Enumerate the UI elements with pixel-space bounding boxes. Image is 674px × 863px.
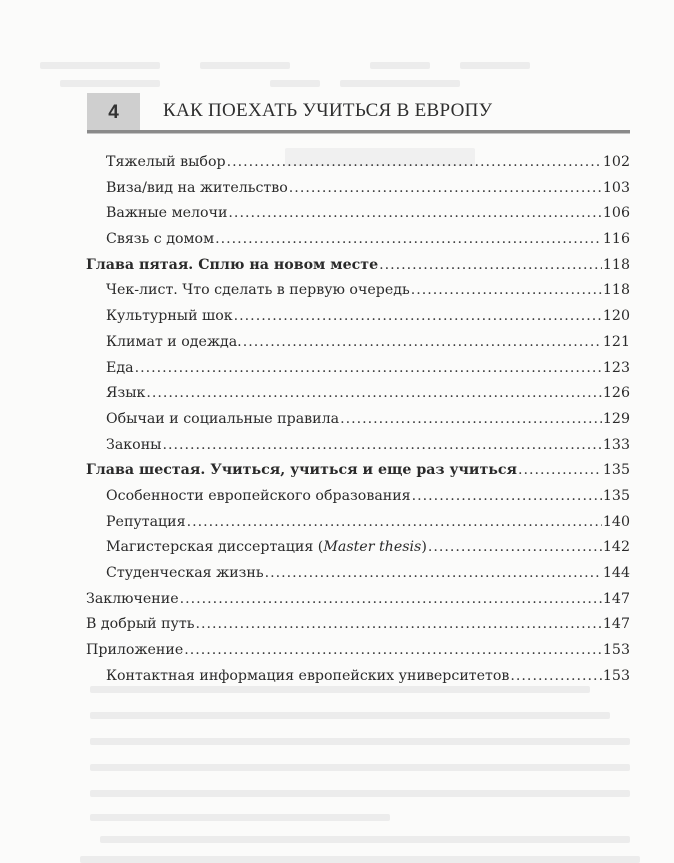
toc-entry-title-text: Связь с домом bbox=[106, 231, 215, 248]
toc-chapter bbox=[86, 253, 630, 279]
toc-entry-title bbox=[106, 433, 161, 459]
toc-entry-title bbox=[106, 510, 186, 536]
toc-entry bbox=[86, 150, 630, 176]
toc-entry-title-text: Язык bbox=[106, 385, 146, 402]
toc-page-number: 106 bbox=[602, 205, 630, 222]
toc-page-number: 153 bbox=[602, 642, 630, 659]
dot-leader bbox=[215, 227, 602, 253]
toc-entry bbox=[86, 278, 630, 304]
dot-leader bbox=[135, 356, 602, 382]
toc-entry-title-suffix: ) bbox=[421, 539, 427, 556]
toc-entry-title bbox=[106, 356, 134, 382]
toc-entry-title-text: Репутация bbox=[106, 513, 186, 530]
toc-page-number: 142 bbox=[602, 539, 630, 556]
page-number: 4 bbox=[108, 102, 119, 123]
toc-entry-title bbox=[106, 201, 227, 227]
toc-page-number: 153 bbox=[602, 667, 630, 684]
toc-page-number: 118 bbox=[602, 256, 630, 273]
toc-page-number: 123 bbox=[602, 359, 630, 376]
toc-page-number: 135 bbox=[602, 462, 630, 479]
toc-entry-title-italic: Master thesis bbox=[323, 539, 422, 556]
toc-entry-title bbox=[86, 253, 378, 279]
toc-entry-title bbox=[106, 227, 214, 253]
toc-entry bbox=[86, 304, 630, 330]
toc-entry bbox=[86, 381, 630, 407]
toc-page-number: 116 bbox=[602, 231, 630, 248]
toc-entry bbox=[86, 433, 630, 459]
toc-page-number: 102 bbox=[602, 154, 630, 170]
toc-entry-title-text: Культурный шок bbox=[106, 308, 233, 325]
dot-leader bbox=[234, 304, 602, 330]
toc-entry bbox=[86, 587, 630, 613]
toc-entry-title-text: Важные мелочи bbox=[106, 205, 228, 222]
toc-entry-title-text: Законы bbox=[106, 436, 162, 453]
toc-page-number: 121 bbox=[602, 333, 630, 350]
toc-page-number: 144 bbox=[602, 565, 630, 581]
toc-entry-title-text: Приложение bbox=[86, 642, 184, 659]
toc-page-number: 133 bbox=[602, 436, 630, 453]
toc-entry-title bbox=[106, 304, 233, 330]
dot-leader bbox=[411, 278, 602, 304]
toc-entry bbox=[86, 561, 630, 587]
dot-leader bbox=[243, 330, 602, 356]
running-title: КАК ПОЕХАТЬ УЧИТЬСЯ В ЕВРОПУ bbox=[163, 100, 493, 121]
dot-leader bbox=[184, 638, 602, 664]
toc-entry-title bbox=[106, 407, 339, 433]
toc-entry-title-text: Контактная информация европейских университетов bbox=[106, 667, 510, 684]
toc-page-number: 103 bbox=[602, 179, 630, 196]
dot-leader bbox=[412, 484, 602, 510]
dot-leader bbox=[228, 201, 601, 227]
toc-entry bbox=[86, 330, 630, 356]
toc-entry-title bbox=[86, 612, 194, 638]
dot-leader bbox=[289, 176, 602, 202]
dot-leader bbox=[146, 381, 602, 407]
toc-page-number: 118 bbox=[602, 282, 630, 299]
toc-entry-title-text: Климат и одежда. bbox=[106, 333, 242, 350]
dot-leader bbox=[428, 535, 602, 561]
toc-entry-title bbox=[106, 664, 509, 690]
dot-leader bbox=[180, 587, 602, 613]
toc-entry bbox=[86, 201, 630, 227]
toc-entry bbox=[86, 535, 630, 561]
toc-entry bbox=[86, 484, 630, 510]
toc-page-number: 126 bbox=[602, 385, 630, 402]
toc-entry bbox=[86, 227, 630, 253]
toc-entry bbox=[86, 638, 630, 664]
dot-leader bbox=[187, 510, 602, 536]
toc-entry-title-text: Еда bbox=[106, 359, 134, 376]
toc-entry-title-text: Глава пятая. Сплю на новом месте bbox=[86, 256, 379, 273]
toc-entry-title bbox=[106, 176, 288, 202]
toc-entry-title-text: Глава шестая. Учиться, учиться и еще раз учиться bbox=[86, 462, 517, 479]
toc-entry-title-text: Тяжелый выбор bbox=[106, 154, 226, 170]
toc-entry-title bbox=[106, 561, 264, 587]
toc-page-number: 129 bbox=[602, 410, 630, 427]
toc-page-number: 140 bbox=[602, 513, 630, 530]
toc-entry-title-text: Особенности европейского образования bbox=[106, 487, 411, 504]
toc-entry-title bbox=[106, 484, 411, 510]
toc-entry-title bbox=[106, 278, 410, 304]
dot-leader bbox=[195, 612, 601, 638]
toc-entry-title bbox=[106, 535, 427, 561]
toc-page-number: 147 bbox=[602, 590, 630, 607]
toc-entry bbox=[86, 510, 630, 536]
header-rule bbox=[87, 130, 630, 134]
toc-chapter bbox=[86, 458, 630, 484]
dot-leader bbox=[265, 561, 602, 587]
toc-page-number: 147 bbox=[602, 616, 630, 633]
toc-page-number: 120 bbox=[602, 308, 630, 325]
toc-entry-title-text: В добрый путь bbox=[86, 616, 195, 633]
toc-entry-title bbox=[106, 330, 242, 356]
dot-leader bbox=[162, 433, 601, 459]
toc-entry-title-text: Заключение bbox=[86, 590, 179, 607]
toc-entry-title bbox=[86, 458, 517, 484]
toc-entry bbox=[86, 356, 630, 382]
toc-entry bbox=[86, 612, 630, 638]
toc-entry-title bbox=[86, 638, 183, 664]
toc-entry-title-text: Чек-лист. Что сделать в первую очередь bbox=[106, 282, 410, 299]
toc-page-number: 135 bbox=[602, 487, 630, 504]
toc-entry-title bbox=[106, 150, 226, 176]
dot-leader bbox=[518, 458, 602, 484]
toc-entry-title bbox=[106, 381, 145, 407]
toc-entry bbox=[86, 407, 630, 433]
dot-leader bbox=[510, 664, 602, 690]
toc-entry bbox=[86, 176, 630, 202]
dot-leader bbox=[379, 253, 602, 279]
toc-entry-title bbox=[86, 587, 179, 613]
toc-entry-title-text: Студенческая жизнь bbox=[106, 565, 264, 581]
toc-entry bbox=[86, 664, 630, 690]
toc-entry-title-text: Магистерская диссертация ( bbox=[106, 539, 324, 556]
dot-leader bbox=[227, 150, 602, 176]
toc-entry-title-text: Обычаи и социальные правила bbox=[106, 410, 340, 427]
dot-leader bbox=[340, 407, 602, 433]
table-of-contents bbox=[86, 150, 630, 689]
toc-entry-title-text: Виза/вид на жительство bbox=[106, 179, 288, 196]
